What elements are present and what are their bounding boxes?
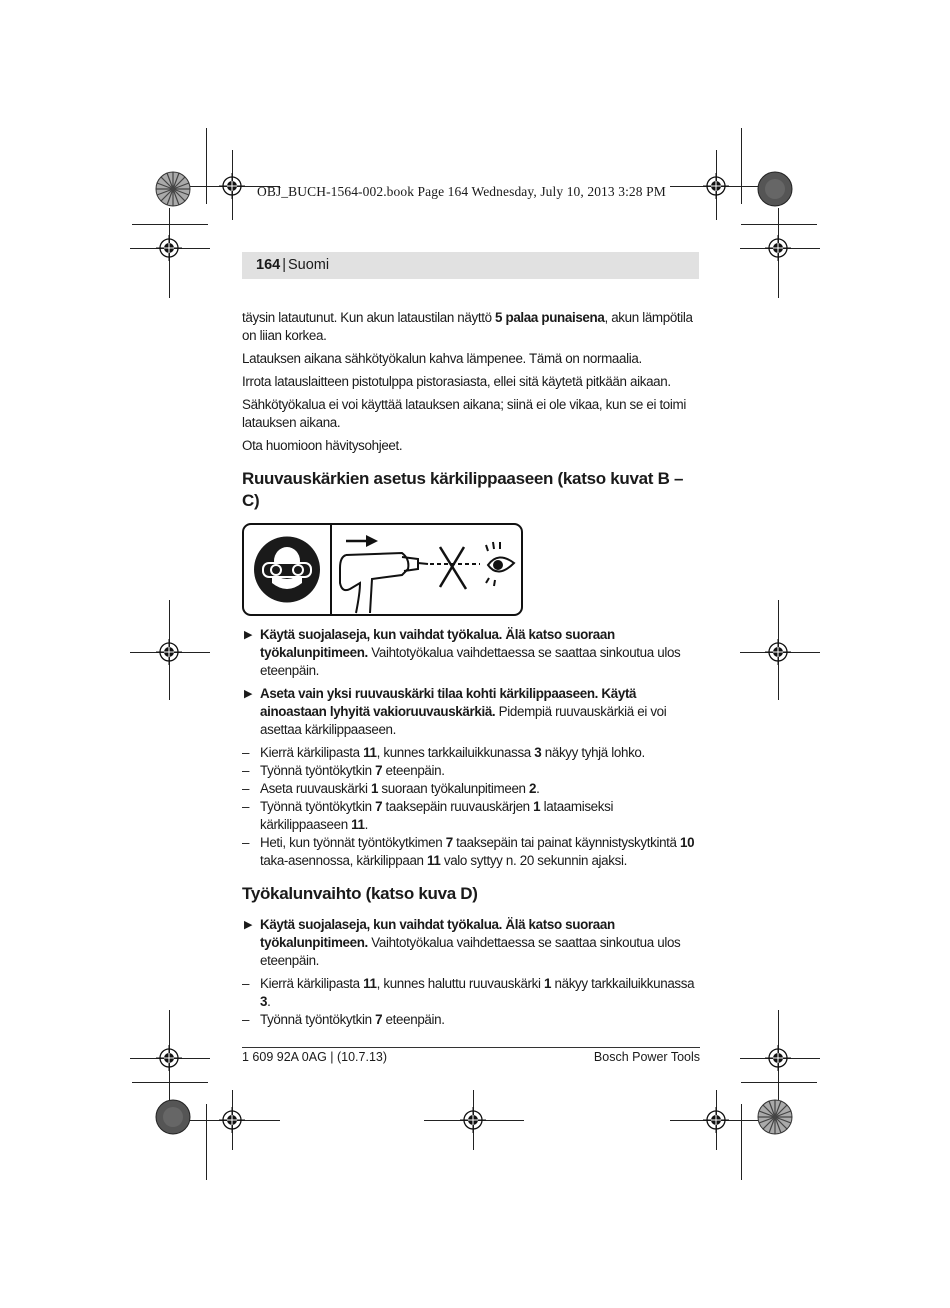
paragraph: Sähkötyökalua ei voi käyttää latauksen aikana; siinä ei ole vikaa, kun se ei toimi latauksen aikana.: [242, 397, 686, 430]
step-item: – Työnnä työntökytkin 7 eteenpäin.: [242, 763, 445, 778]
paragraph: Ota huomioon hävitysohjeet.: [242, 438, 403, 453]
goggles-warning-illustration: [242, 523, 524, 617]
print-slug: OBJ_BUCH-1564-002.book Page 164 Wednesday, July 10, 2013 3:28 PM: [257, 184, 666, 199]
step-item: – Heti, kun työnnät työntökytkimen 7 taaksepäin tai painat käynnistyskytkintä 10 taka-asennossa, kärkilippaan 11 valo syttyy n. 20 sekunnin ajaksi.: [242, 835, 695, 868]
section-heading: Työkalunvaihto (katso kuva D): [242, 884, 478, 903]
safety-pictogram: [242, 523, 522, 615]
safety-goggles-icon: [254, 537, 320, 603]
page-content: [242, 309, 700, 1029]
step-item: – Työnnä työntökytkin 7 eteenpäin.: [242, 1012, 445, 1027]
footer-document-code: 1 609 92A 0AG | (10.7.13): [242, 1050, 388, 1064]
header-separator: |: [282, 257, 286, 273]
section-heading: Ruuvauskärkien asetus kärkilippaaseen (katso kuvat B – C): [242, 469, 684, 510]
paragraph: Latauksen aikana sähkötyökalun kahva lämpenee. Tämä on normaalia.: [242, 351, 642, 366]
paragraph: täysin latautunut. Kun akun lataustilan näyttö 5 palaa punaisena, akun lämpötila on liian korkea.: [242, 310, 693, 343]
page-header: [242, 252, 699, 279]
warning-item: ▶ Käytä suojalaseja, kun vaihdat työkalua. Älä katso suoraan työkalunpitimeen. Vaihtotyökalua vaihdettaessa se saattaa sinkoutua ulos eteenpäin.: [244, 627, 681, 678]
step-item: – Kierrä kärkilipasta 11, kunnes tarkkailuikkunassa 3 näkyy tyhjä lohko.: [242, 745, 645, 760]
warning-item: ▶ Käytä suojalaseja, kun vaihdat työkalua. Älä katso suoraan työkalunpitimeen. Vaihtotyökalua vaihdettaessa se saattaa sinkoutua ulos eteenpäin.: [244, 917, 681, 968]
header-language: Suomi: [287, 257, 330, 273]
footer-rule: [242, 1047, 700, 1048]
step-item: – Työnnä työntökytkin 7 taaksepäin ruuvauskärjen 1 lataamiseksi kärkilippaaseen 11.: [242, 799, 614, 832]
step-item: – Aseta ruuvauskärki 1 suoraan työkalunpitimeen 2.: [242, 781, 540, 796]
step-item: – Kierrä kärkilipasta 11, kunnes haluttu ruuvauskärki 1 näkyy tarkkailuikkunassa 3.: [242, 976, 695, 1009]
warning-item: ▶ Aseta vain yksi ruuvauskärki tilaa kohti kärkilippaaseen. Käytä ainoastaan lyhyitä vakioruuvauskärkiä. Pidempiä ruuvauskärkiä ei voi asettaa kärkilippaaseen.: [244, 686, 667, 737]
page-number: 164: [256, 257, 281, 273]
bullet-icon: ▶: [244, 629, 253, 641]
bullet-icon: ▶: [244, 919, 253, 931]
footer-brand: Bosch Power Tools: [593, 1050, 700, 1064]
paragraph: Irrota latauslaitteen pistotulppa pistorasiasta, ellei sitä käytetä pitkään aikaan.: [242, 374, 671, 389]
bullet-icon: ▶: [244, 688, 253, 700]
